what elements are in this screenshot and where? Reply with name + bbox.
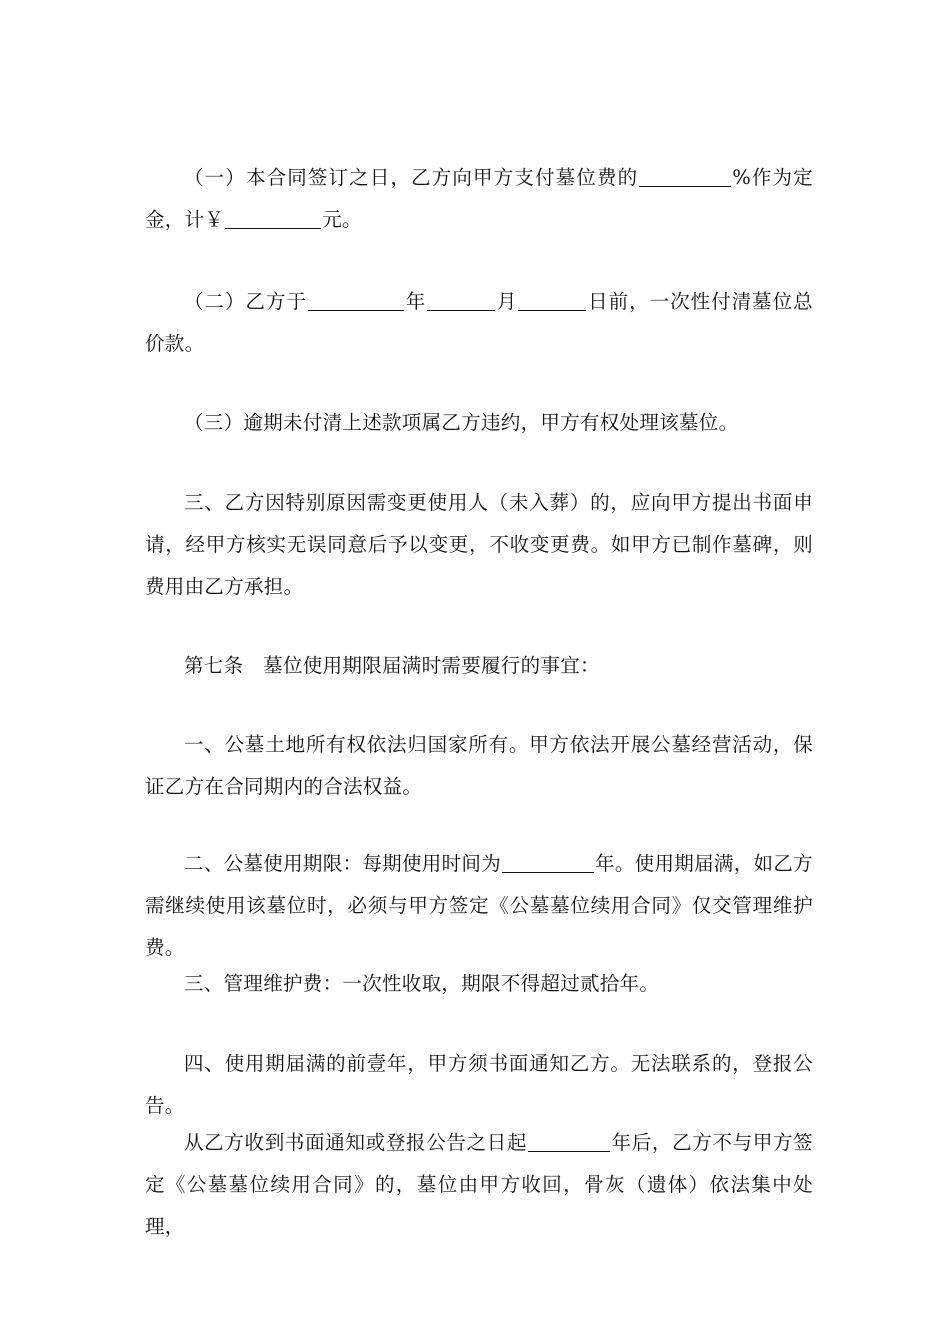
payment-month-blank [427,288,495,311]
use-period-years-blank [502,850,594,873]
clause-change-user: 三、乙方因特别原因需变更使用人（未入葬）的，应向甲方提出书面申请，经甲方核实无误同意后予以变更，不收变更费。如甲方已制作墓碑，则费用由乙方承担。 [145,491,813,598]
payment-day-blank [518,288,586,311]
clause-full-payment [145,281,813,365]
clause-full-payment-text-b: 年 [405,290,427,313]
clause-land-ownership: 一、公墓土地所有权依法归国家所有。甲方依法开展公墓经营活动，保证乙方在合同期内的合法权益。 [145,733,813,798]
article-seven-heading: 第七条 墓位使用期限届满时需要履行的事宜： [184,654,600,677]
clause-maintenance-fee: 三、管理维护费：一次性收取，期限不得超过贰拾年。 [184,972,660,995]
clause-use-period-text-b: 年。使用期届满，如乙方需继续使用该墓位时，必须与甲方签定《公墓墓位续用合同》仅交管理维护费。 [145,852,813,959]
clause-overdue: （三）逾期未付清上述款项属乙方违约，甲方有权处理该墓位。 [184,411,739,434]
clause-full-payment-text-d: 日前，一次性付清墓位总价款。 [145,290,813,355]
clause-reclaim [145,1122,813,1248]
clause-deposit-text-b: %作为定金，计￥ [145,166,813,231]
deposit-amount-blank [225,206,321,229]
clause-use-period-text-a: 二、公墓使用期限：每期使用时间为 [184,852,502,875]
deposit-percent-blank [639,164,731,187]
clause-use-period [145,843,813,969]
reclaim-years-blank [528,1129,610,1152]
payment-year-blank [308,288,404,311]
clause-full-payment-text-c: 月 [496,290,518,313]
clause-reclaim-text-a: 从乙方收到书面通知或登报公告之日起 [184,1131,528,1154]
clause-deposit-text-a: （一）本合同签订之日，乙方向甲方支付墓位费的 [184,166,639,189]
clause-expiry-notice: 四、使用期届满的前壹年，甲方须书面通知乙方。无法联系的，登报公告。 [145,1052,813,1117]
clause-full-payment-text-a: （二）乙方于 [184,290,308,313]
clause-deposit [145,157,813,241]
clause-deposit-text-c: 元。 [322,208,362,231]
clause-reclaim-text-b: 年后，乙方不与甲方签定《公墓墓位续用合同》的，墓位由甲方收回，骨灰（遗体）依法集中处理， [145,1131,813,1238]
